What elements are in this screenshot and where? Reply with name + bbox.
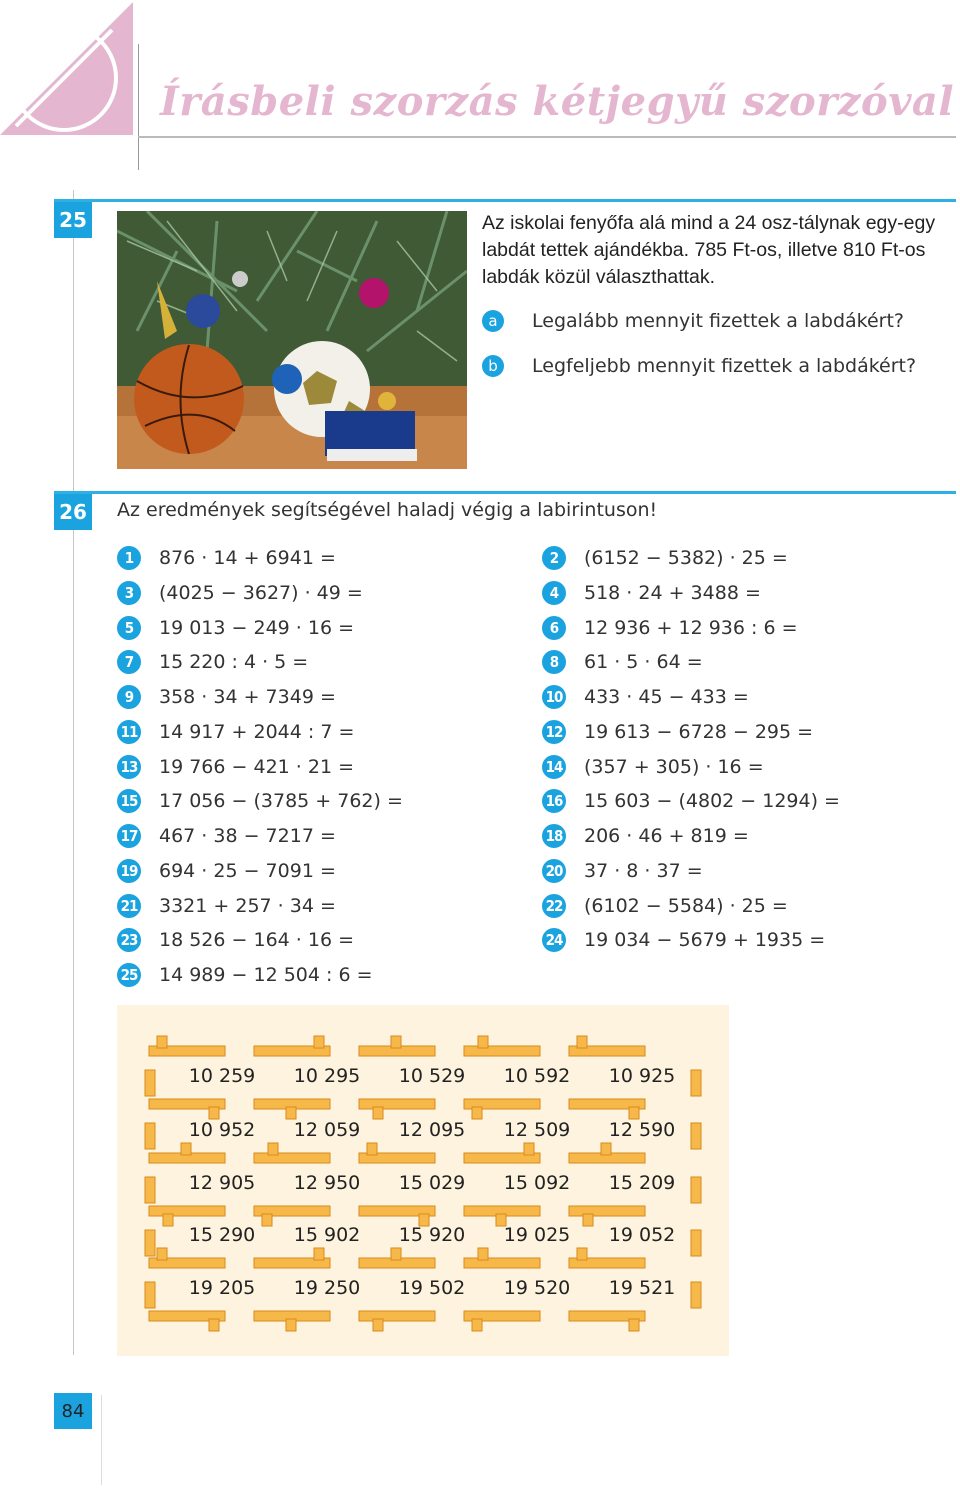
exercise-expression: 467 · 38 − 7217 = xyxy=(159,825,336,847)
maze-wall xyxy=(359,1099,435,1109)
exercise-15 xyxy=(117,789,403,813)
exercise-number-badge: 5 xyxy=(117,616,141,640)
maze-wall-notch xyxy=(209,1319,219,1331)
exercise-expression: 61 · 5 · 64 = xyxy=(584,651,703,674)
maze-number: 12 590 xyxy=(608,1119,676,1141)
christmas-tree-balls-photo xyxy=(117,211,467,469)
exercise-expression: 19 034 − 5679 + 1935 = xyxy=(584,929,826,952)
exercise-23 xyxy=(117,928,354,952)
maze-number: 12 095 xyxy=(398,1119,466,1141)
exercise-number-badge: 12 xyxy=(542,720,566,744)
maze-number: 19 521 xyxy=(608,1277,676,1299)
exercise-expression: 433 · 45 − 433 = xyxy=(584,686,749,708)
exercise-expression: 17 056 − (3785 + 762) = xyxy=(159,790,403,813)
exercise-number-badge: 6 xyxy=(542,616,566,640)
exercise-expression: (6152 − 5382) · 25 = xyxy=(584,547,788,569)
maze-wall-notch xyxy=(391,1248,401,1260)
exercise-number-badge: 7 xyxy=(117,650,141,674)
maze-wall-notch xyxy=(577,1036,587,1048)
exercise-expression: 19 013 − 249 · 16 = xyxy=(159,616,355,639)
exercise-17 xyxy=(117,824,336,848)
task-26-rule xyxy=(54,491,956,494)
exercise-number-badge: 25 xyxy=(117,963,141,987)
maze-number: 10 952 xyxy=(188,1119,256,1141)
maze-wall xyxy=(691,1177,701,1203)
maze-number: 10 592 xyxy=(503,1065,571,1087)
maze-wall-notch xyxy=(629,1107,639,1119)
exercise-number-badge: 20 xyxy=(542,859,566,883)
page-title: Írásbeli szorzás kétjegyű szorzóval xyxy=(160,78,955,125)
option-text: Legalább mennyit fizettek a labdákért? xyxy=(532,310,905,332)
exercise-expression: 694 · 25 − 7091 = xyxy=(159,859,336,882)
exercise-19 xyxy=(117,859,336,883)
maze-wall-notch xyxy=(478,1036,488,1048)
maze-wall-notch xyxy=(157,1248,167,1260)
exercise-21 xyxy=(117,894,336,918)
maze-wall xyxy=(464,1046,540,1056)
maze-wall-notch xyxy=(209,1107,219,1119)
maze-number: 19 205 xyxy=(188,1277,256,1299)
maze-number: 15 029 xyxy=(398,1172,466,1194)
maze-wall xyxy=(145,1230,155,1256)
option-letter-badge: b xyxy=(482,355,504,377)
exercise-expression: 876 · 14 + 6941 = xyxy=(159,547,336,569)
exercise-expression: 206 · 46 + 819 = xyxy=(584,825,749,847)
maze-wall-notch xyxy=(314,1248,324,1260)
exercise-number-badge: 24 xyxy=(542,928,566,952)
task-25-rule xyxy=(54,199,956,202)
exercise-6 xyxy=(542,616,798,640)
maze-number: 10 529 xyxy=(398,1065,466,1087)
exercise-number-badge: 13 xyxy=(117,755,141,779)
task-25-number: 25 xyxy=(54,202,92,238)
exercise-12 xyxy=(542,720,813,744)
exercise-16 xyxy=(542,789,840,813)
task-26-text: Az eredmények segítségével haladj végig a labirintuson! xyxy=(117,499,658,521)
footer-guide-line xyxy=(101,1395,102,1485)
maze-number: 19 025 xyxy=(503,1224,571,1246)
maze-wall-notch xyxy=(367,1143,377,1155)
maze-number: 12 950 xyxy=(293,1172,361,1194)
maze-number: 15 209 xyxy=(608,1172,676,1194)
exercise-expression: 358 · 34 + 7349 = xyxy=(159,686,336,708)
maze-wall-notch xyxy=(373,1319,383,1331)
exercise-4 xyxy=(542,581,761,605)
page-number: 84 xyxy=(54,1393,92,1429)
maze-wall-notch xyxy=(268,1143,278,1155)
exercise-number-badge: 22 xyxy=(542,894,566,918)
header-divider xyxy=(138,44,139,170)
exercise-13 xyxy=(117,755,354,779)
maze-wall-notch xyxy=(314,1036,324,1048)
exercise-10 xyxy=(542,685,749,709)
maze-wall-notch xyxy=(373,1107,383,1119)
exercise-expression: 14 917 + 2044 : 7 = xyxy=(159,720,355,743)
maze-wall-notch xyxy=(472,1107,482,1119)
maze-wall xyxy=(691,1282,701,1308)
chapter-logo xyxy=(0,0,140,140)
maze-number: 15 092 xyxy=(503,1172,571,1194)
exercise-3 xyxy=(117,581,363,605)
exercise-8 xyxy=(542,650,703,674)
exercise-number-badge: 11 xyxy=(117,720,141,744)
exercise-expression: 518 · 24 + 3488 = xyxy=(584,581,761,604)
exercise-expression: (357 + 305) · 16 = xyxy=(584,755,764,778)
maze-number: 10 259 xyxy=(188,1065,256,1087)
exercise-number-badge: 8 xyxy=(542,650,566,674)
exercise-number-badge: 1 xyxy=(117,546,141,570)
maze-wall-notch xyxy=(478,1248,488,1260)
task-25-text: Az iskolai fenyőfa alá mind a 24 osz-tálynak egy-egy labdát tettek ajándékba. 785 Ft-os, illetve 810 Ft-os labdák közül választhattak. xyxy=(482,212,936,288)
maze-wall-notch xyxy=(601,1143,611,1155)
exercise-number-badge: 18 xyxy=(542,824,566,848)
option-letter-badge: a xyxy=(482,310,504,332)
maze-wall xyxy=(691,1070,701,1096)
exercise-number-badge: 19 xyxy=(117,859,141,883)
maze-number: 19 502 xyxy=(398,1277,466,1299)
header-rule xyxy=(138,136,956,138)
exercise-14 xyxy=(542,755,764,779)
exercise-25 xyxy=(117,963,373,987)
exercise-number-badge: 16 xyxy=(542,789,566,813)
exercise-7 xyxy=(117,650,308,674)
maze-wall xyxy=(359,1311,435,1321)
exercise-11 xyxy=(117,720,354,744)
exercise-expression: 19 613 − 6728 − 295 = xyxy=(584,720,814,743)
maze-wall-notch xyxy=(524,1143,534,1155)
exercise-expression: 37 · 8 · 37 = xyxy=(584,859,703,882)
maze-wall-notch xyxy=(577,1248,587,1260)
exercise-number-badge: 2 xyxy=(542,546,566,570)
maze-wall-notch xyxy=(391,1036,401,1048)
task-25-option-b xyxy=(482,355,916,377)
maze-number: 10 925 xyxy=(608,1065,676,1087)
maze-wall xyxy=(145,1282,155,1308)
exercise-number-badge: 10 xyxy=(542,685,566,709)
maze-number: 12 059 xyxy=(293,1119,361,1141)
maze-number: 19 250 xyxy=(293,1277,361,1299)
margin-guide-line xyxy=(73,190,74,1355)
maze-wall-notch xyxy=(157,1036,167,1048)
exercise-number-badge: 23 xyxy=(117,928,141,952)
exercise-number-badge: 17 xyxy=(117,824,141,848)
exercise-number-badge: 15 xyxy=(117,789,141,813)
exercise-number-badge: 14 xyxy=(542,755,566,779)
maze-wall xyxy=(691,1230,701,1256)
exercise-1 xyxy=(117,546,336,570)
exercise-2 xyxy=(542,546,788,570)
option-text: Legfeljebb mennyit fizettek a labdákért? xyxy=(532,355,917,377)
maze-wall-notch xyxy=(163,1214,173,1226)
exercise-expression: 19 766 − 421 · 21 = xyxy=(159,755,355,778)
maze-wall xyxy=(149,1206,225,1216)
maze-wall xyxy=(145,1070,155,1096)
maze-wall xyxy=(145,1123,155,1149)
exercise-expression: 3321 + 257 · 34 = xyxy=(159,894,336,917)
maze-wall-notch xyxy=(181,1143,191,1155)
exercise-5 xyxy=(117,616,354,640)
maze-number: 19 520 xyxy=(503,1277,571,1299)
maze-wall xyxy=(145,1177,155,1203)
exercise-expression: (6102 − 5584) · 25 = xyxy=(584,894,788,917)
exercise-24 xyxy=(542,928,825,952)
exercise-number-badge: 4 xyxy=(542,581,566,605)
maze-number: 15 902 xyxy=(293,1224,361,1246)
exercise-18 xyxy=(542,824,749,848)
maze-wall-notch xyxy=(286,1319,296,1331)
exercise-number-badge: 9 xyxy=(117,685,141,709)
exercise-expression: 12 936 + 12 936 : 6 = xyxy=(584,616,798,639)
maze-number: 12 509 xyxy=(503,1119,571,1141)
maze-wall xyxy=(254,1153,330,1163)
maze-number: 15 920 xyxy=(398,1224,466,1246)
exercise-expression: 15 220 : 4 · 5 = xyxy=(159,651,309,674)
task-25-option-a xyxy=(482,310,904,332)
maze-wall-notch xyxy=(583,1214,593,1226)
exercise-22 xyxy=(542,894,788,918)
exercise-expression: 15 603 − (4802 − 1294) = xyxy=(584,790,840,813)
exercise-number-badge: 21 xyxy=(117,894,141,918)
maze-wall-notch xyxy=(286,1107,296,1119)
maze xyxy=(117,1005,729,1356)
task-26-number: 26 xyxy=(54,494,92,530)
maze-number: 10 295 xyxy=(293,1065,361,1087)
maze-wall-notch xyxy=(629,1319,639,1331)
maze-number: 15 290 xyxy=(188,1224,256,1246)
exercise-number-badge: 3 xyxy=(117,581,141,605)
exercise-20 xyxy=(542,859,703,883)
maze-wall xyxy=(464,1258,540,1268)
maze-wall xyxy=(569,1206,645,1216)
maze-number: 12 905 xyxy=(188,1172,256,1194)
exercise-expression: 18 526 − 164 · 16 = xyxy=(159,929,355,952)
exercise-expression: 14 989 − 12 504 : 6 = xyxy=(159,964,373,986)
exercise-expression: (4025 − 3627) · 49 = xyxy=(159,581,363,604)
exercise-9 xyxy=(117,685,336,709)
maze-wall xyxy=(691,1123,701,1149)
maze-wall-notch xyxy=(472,1319,482,1331)
maze-number: 19 052 xyxy=(608,1224,676,1246)
maze-wall-notch xyxy=(262,1214,272,1226)
